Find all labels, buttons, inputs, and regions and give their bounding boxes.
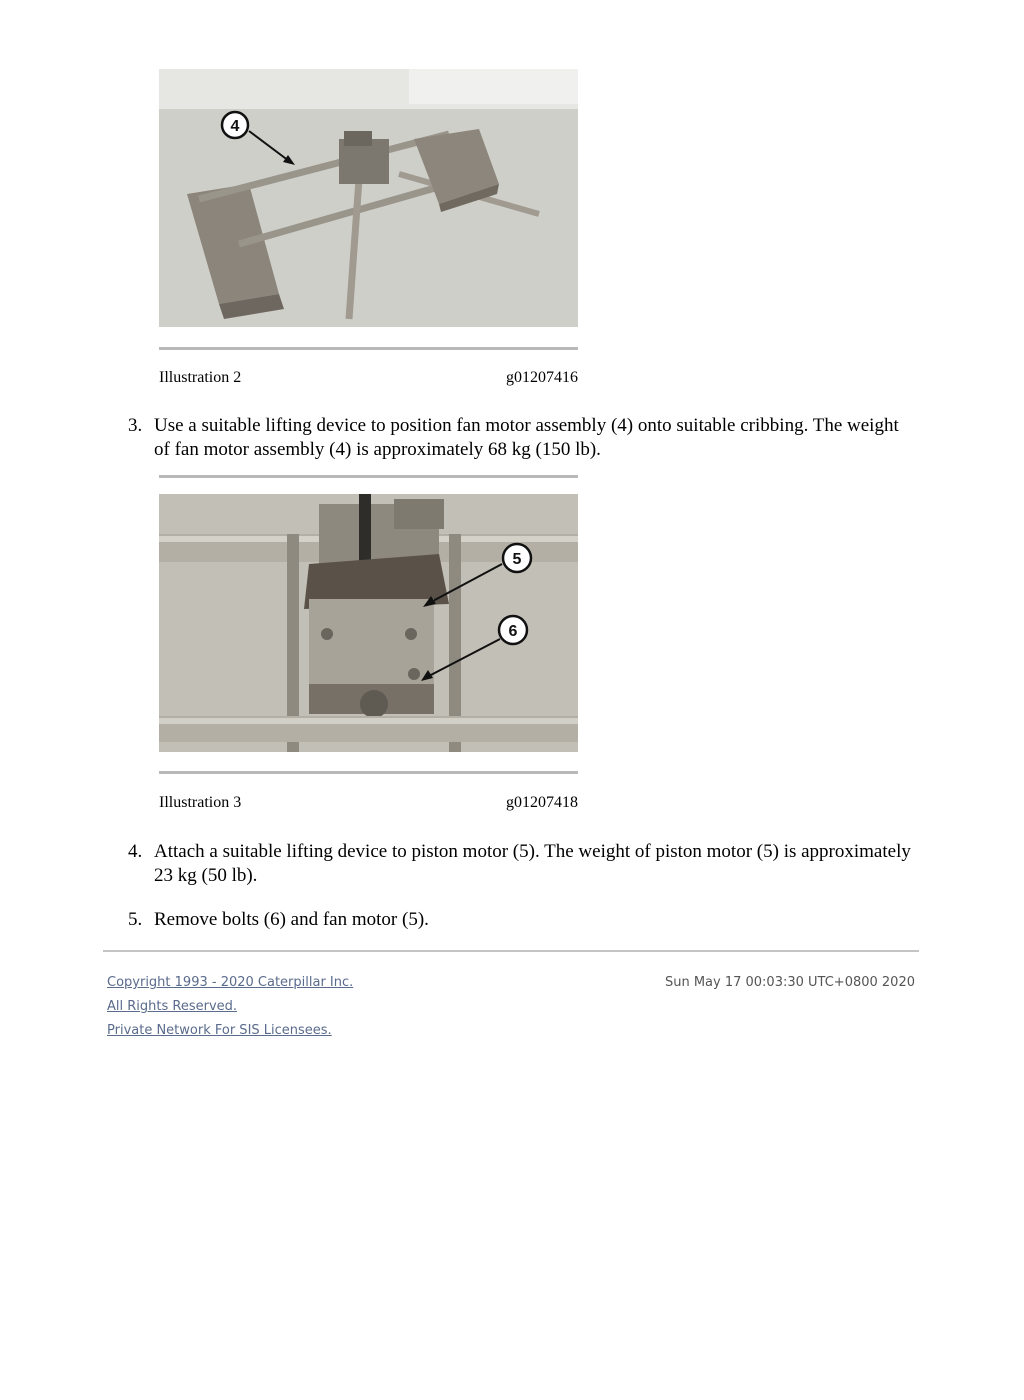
step-5-number: 5. [128, 909, 143, 930]
illustration-3-rule [159, 771, 578, 774]
footer-timestamp: Sun May 17 00:03:30 UTC+0800 2020 [664, 975, 915, 990]
illustration-3-photo [159, 494, 578, 752]
illustration-2-photo [159, 69, 578, 327]
rights-link[interactable]: All Rights Reserved. [107, 999, 238, 1014]
footer-divider [103, 950, 919, 952]
illustration-2-label: Illustration 2 [159, 369, 242, 386]
step-3 [128, 414, 918, 462]
copyright-link[interactable]: Copyright 1993 - 2020 Caterpillar Inc. [107, 975, 354, 990]
step-5 [128, 908, 918, 932]
illustration-3-caption [159, 794, 578, 812]
callout-6-label: 6 [508, 623, 518, 640]
step-3-number: 3. [128, 415, 143, 436]
step-4-number: 4. [128, 841, 143, 862]
illustration-3-top-rule [159, 475, 578, 478]
network-link[interactable]: Private Network For SIS Licensees. [107, 1023, 332, 1038]
callout-4-label: 4 [230, 118, 240, 135]
footer [107, 975, 917, 1039]
illustration-2-caption [159, 369, 578, 387]
step-5-text: Remove bolts (6) and fan motor (5). [154, 909, 429, 930]
step-4-text: Attach a suitable lifting device to piston motor (5). The weight of piston motor (5) is approximately 23 kg (50 lb). [154, 841, 911, 886]
illustration-2-code: g01207416 [506, 369, 578, 386]
illustration-3-code: g01207418 [506, 794, 578, 811]
illustration-2-rule [159, 347, 578, 350]
step-4 [128, 840, 918, 888]
callout-5-label: 5 [512, 551, 522, 568]
illustration-3-label: Illustration 3 [159, 794, 242, 811]
step-3-text: Use a suitable lifting device to position fan motor assembly (4) onto suitable cribbing. The weight of fan motor assembly (4) is approximately 68 kg (150 lb). [154, 415, 899, 460]
